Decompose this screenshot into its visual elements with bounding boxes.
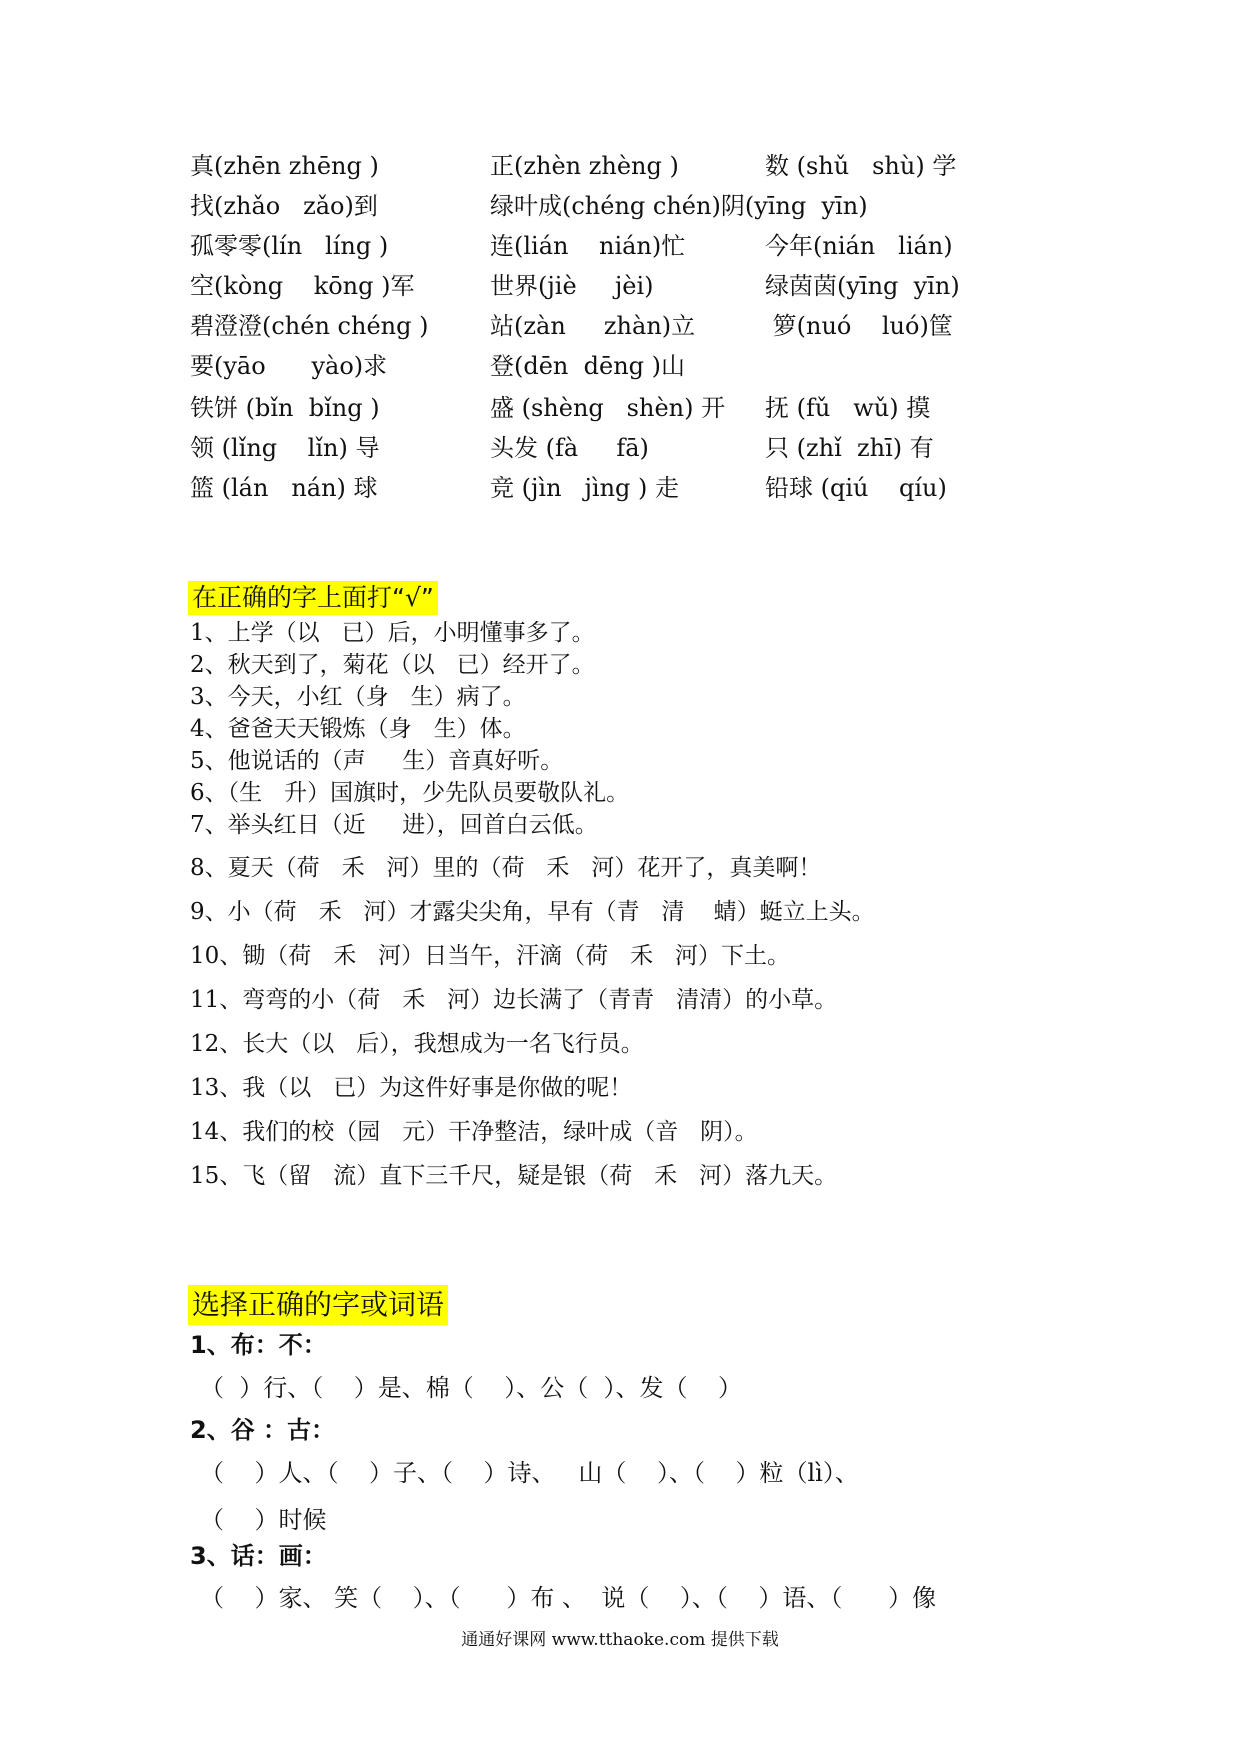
group-heading: 2、谷 ：古： [190, 1416, 336, 1444]
pinyin-row [190, 146, 1090, 186]
fill-line: （ ）家、 笑（ ）、（ ）布 、 说（ ）、（ ）语、（ ）像 [200, 1584, 937, 1612]
exercise-item: 6、（生 升）国旗时，少先队员要敬队礼。 [190, 780, 630, 806]
exercise-item: 12、长大（以 后），我想成为一名飞行员。 [190, 1031, 644, 1057]
exercise-item: 15、飞（留 流）直下三千尺，疑是银（荷 禾 河）落九天。 [190, 1163, 838, 1189]
exercise-item: 5、他说话的（声 生）音真好听。 [190, 748, 564, 774]
exercise-item: 14、我们的校（园 元）干净整洁，绿叶成（音 阴）。 [190, 1119, 758, 1145]
pinyin-cell: 铁饼 (bǐn bǐng ) [190, 394, 380, 422]
pinyin-cell: 铅球 (qiú qíu) [765, 474, 947, 502]
pinyin-cell: 箩(nuó luó)筐 [765, 312, 953, 340]
pinyin-cell: 竞 (jìn jìng ) 走 [490, 474, 680, 502]
pinyin-cell: 连(lián nián)忙 [490, 232, 686, 260]
pinyin-cell: 正(zhèn zhèng ) [490, 152, 679, 180]
pinyin-cell: 领 (lǐng lǐn) 导 [190, 434, 380, 462]
pinyin-cell: 登(dēn dēng )山 [490, 352, 686, 380]
pinyin-row [190, 346, 1090, 386]
pinyin-row [190, 388, 1090, 428]
exercise-item: 3、今天，小红（身 生）病了。 [190, 684, 526, 710]
pinyin-cell: 空(kòng kōng )军 [190, 272, 415, 300]
pinyin-cell: 头发 (fà fā) [490, 434, 649, 462]
group-heading: 1、布：不： [190, 1331, 327, 1359]
exercise-item: 2、秋天到了，菊花（以 已）经开了。 [190, 652, 595, 678]
exercise-item: 13、我（以 已）为这件好事是你做的呢！ [190, 1075, 633, 1101]
fill-line: （ ）行、（ ）是、棉（ ）、公（ ）、发（ ） [200, 1374, 743, 1402]
pinyin-row [190, 306, 1090, 346]
pinyin-row [190, 428, 1090, 468]
pinyin-cell: 绿茵茵(yīng yīn) [765, 272, 960, 300]
pinyin-cell: 盛 (shèng shèn) 开 [490, 394, 726, 422]
pinyin-row [190, 266, 1090, 306]
pinyin-cell: 孤零零(lín líng ) [190, 232, 389, 260]
pinyin-cell: 碧澄澄(chén chéng ) [190, 312, 429, 340]
pinyin-cell: 抚 (fǔ wǔ) 摸 [765, 394, 931, 422]
pinyin-cell: 要(yāo yào)求 [190, 352, 388, 380]
exercise-item: 1、上学（以 已）后，小明懂事多了。 [190, 620, 595, 646]
pinyin-row [190, 468, 1090, 508]
exercise-item: 10、锄（荷 禾 河）日当午，汗滴（荷 禾 河）下土。 [190, 943, 790, 969]
pinyin-cell: 数 (shǔ shù) 学 [765, 152, 957, 180]
pinyin-row [190, 186, 1090, 226]
exercise-item: 9、小（荷 禾 河）才露尖尖角，早有（青 清 蜻）蜓立上头。 [190, 899, 875, 925]
pinyin-cell: 找(zhǎo zǎo)到 [190, 192, 378, 220]
group-heading: 3、话：画： [190, 1542, 327, 1570]
exercise-item: 11、弯弯的小（荷 禾 河）边长满了（青青 清清）的小草。 [190, 987, 838, 1013]
fill-line: （ ）时候 [200, 1506, 327, 1534]
footer-credit: 通通好课网 www.tthaoke.com 提供下载 [461, 1630, 779, 1650]
exercise-item: 8、夏天（荷 禾 河）里的（荷 禾 河）花开了，真美啊！ [190, 855, 822, 881]
exercise-item: 7、举头红日（近 进），回首白云低。 [190, 812, 598, 838]
exercise-item: 4、爸爸天天锻炼（身 生）体。 [190, 716, 526, 742]
section-title-check: 在正确的字上面打“√” [188, 581, 438, 615]
pinyin-cell: 绿叶成(chéng chén)阴(yīng yīn) [490, 192, 868, 220]
pinyin-cell: 真(zhēn zhēng ) [190, 152, 379, 180]
pinyin-cell: 只 (zhǐ zhī) 有 [765, 434, 934, 462]
pinyin-cell: 世界(jiè jèi) [490, 272, 654, 300]
pinyin-cell: 今年(nián lián) [765, 232, 953, 260]
pinyin-cell: 站(zàn zhàn)立 [490, 312, 696, 340]
fill-line: （ ）人、（ ）子、（ ）诗、 山（ ）、（ ）粒（lì）、 [200, 1459, 859, 1487]
section-title-choose: 选择正确的字或词语 [188, 1285, 448, 1325]
pinyin-cell: 篮 (lán nán) 球 [190, 474, 378, 502]
pinyin-row [190, 226, 1090, 266]
